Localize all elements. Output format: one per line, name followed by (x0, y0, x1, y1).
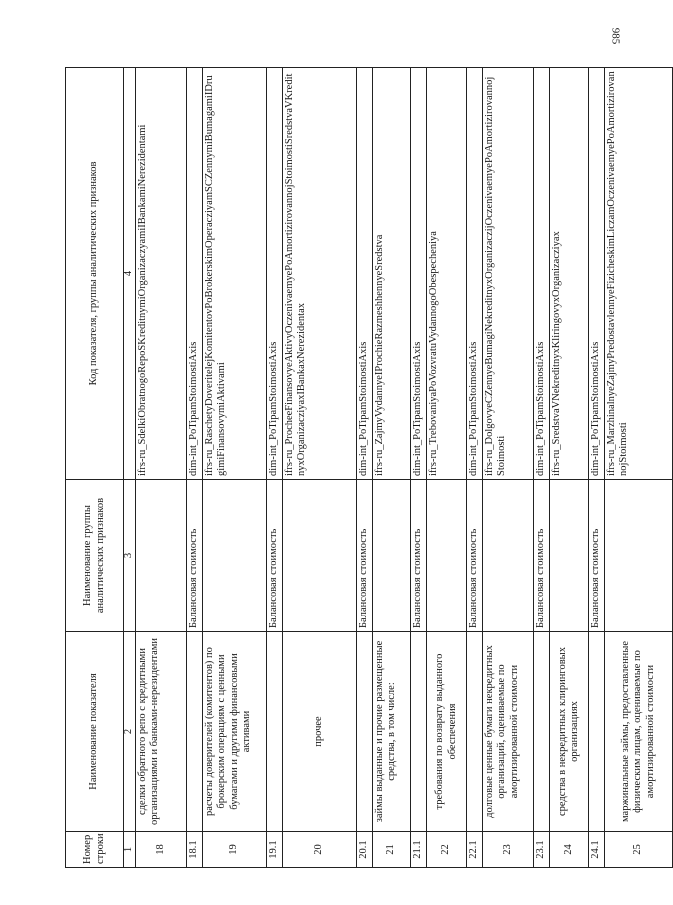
column-index: 4 (124, 68, 136, 480)
indicator-code-cell: ifrs-ru_DolgovyeCZennyeBumagiNekreditnyxOrganizaczijOczenivaemyePoAmortizirovannojStoimosti (483, 68, 534, 480)
header-row (66, 68, 124, 868)
group-name-cell (427, 480, 467, 632)
table-row (589, 68, 605, 868)
row-number-cell: 19 (203, 832, 267, 868)
row-number-cell: 25 (605, 832, 673, 868)
indicator-name-cell: требования по возврату выданного обеспечения (427, 632, 467, 832)
column-index: 1 (124, 832, 136, 868)
group-name-cell (136, 480, 187, 632)
group-name-cell (203, 480, 267, 632)
indicator-name-cell (267, 632, 283, 832)
row-number-cell: 22.1 (467, 832, 483, 868)
rotated-page-content (65, 68, 656, 868)
indicators-table (65, 67, 673, 868)
table-row (203, 68, 267, 868)
table-row (467, 68, 483, 868)
group-name-cell: Балансовая стоимость (534, 480, 550, 632)
table-row (357, 68, 373, 868)
table-body (136, 68, 673, 868)
table-row (283, 68, 357, 868)
row-number-cell: 18.1 (187, 832, 203, 868)
table-row (136, 68, 187, 868)
table-row (550, 68, 589, 868)
indicator-code-cell: dim-int_PoTipamStoimostiAxis (267, 68, 283, 480)
group-name-cell: Балансовая стоимость (357, 480, 373, 632)
indicator-name-cell (589, 632, 605, 832)
group-name-cell: Балансовая стоимость (467, 480, 483, 632)
indicator-name-cell (411, 632, 427, 832)
header-group-name: Наименование группы аналитических признаков (66, 480, 124, 632)
row-number-cell: 19.1 (267, 832, 283, 868)
indicator-code-cell: dim-int_PoTipamStoimostiAxis (411, 68, 427, 480)
header-indicator-code: Код показателя, группы аналитических признаков (66, 68, 124, 480)
indicator-name-cell (357, 632, 373, 832)
group-name-cell: Балансовая стоимость (187, 480, 203, 632)
column-index: 3 (124, 480, 136, 632)
indicator-code-cell: dim-int_PoTipamStoimostiAxis (357, 68, 373, 480)
table-row (411, 68, 427, 868)
group-name-cell (283, 480, 357, 632)
row-number-cell: 20.1 (357, 832, 373, 868)
header-indicator-name: Наименование показателя (66, 632, 124, 832)
indicator-name-cell: маржинальные займы, предоставленные физическим лицам, оцениваемые по амортизированной стоимости (605, 632, 673, 832)
indicator-code-cell: ifrs-ru_ProcheeFinansovyeAktivyOczenivaemyePoAmortizirovannojStoimostiSredstvaVKreditnyxOrganizacziyaxIBankaxNerezidentax (283, 68, 357, 480)
indicator-name-cell (467, 632, 483, 832)
row-number-cell: 23 (483, 832, 534, 868)
row-number-cell: 21.1 (411, 832, 427, 868)
table-row (373, 68, 411, 868)
indicator-name-cell: прочее (283, 632, 357, 832)
indicator-name-cell: средства в некредитных клиринговых организациях (550, 632, 589, 832)
table-row (427, 68, 467, 868)
indicator-name-cell: долговые ценные бумаги некредитных организаций, оцениваемые по амортизированной стоимости (483, 632, 534, 832)
row-number-cell: 18 (136, 832, 187, 868)
page-number-text: 985 (609, 27, 621, 45)
table-row (187, 68, 203, 868)
row-number-cell: 24.1 (589, 832, 605, 868)
indicator-code-cell: dim-int_PoTipamStoimostiAxis (589, 68, 605, 480)
indicator-name-cell: займы выданные и прочие размещенные средства, в том числе: (373, 632, 411, 832)
group-name-cell (483, 480, 534, 632)
indicator-code-cell: ifrs-ru_RaschetyDoveritelejKomitentovPoBrokerskimOperacziyamSCZennymiBumagamiIDrugimiFinansovymiAktivami (203, 68, 267, 480)
group-name-cell: Балансовая стоимость (411, 480, 427, 632)
indicator-code-cell: ifrs-ru_TrebovaniyaPoVozvratuVydannogoObespecheniya (427, 68, 467, 480)
table-header (66, 68, 136, 868)
row-number-cell: 20 (283, 832, 357, 868)
group-name-cell: Балансовая стоимость (589, 480, 605, 632)
row-number-cell: 22 (427, 832, 467, 868)
group-name-cell (373, 480, 411, 632)
indicator-code-cell: dim-int_PoTipamStoimostiAxis (187, 68, 203, 480)
indicator-name-cell: расчеты доверителей (комитентов) по брокерским операциям с ценными бумагами и другими финансовыми активами (203, 632, 267, 832)
column-index: 2 (124, 632, 136, 832)
indicator-name-cell (187, 632, 203, 832)
group-name-cell (605, 480, 673, 632)
indicator-code-cell: ifrs-ru_MarzhinalnyeZajmyPredostavlennyeFizicheskimLiczamOczenivaemyePoAmortizirovannojStoimosti (605, 68, 673, 480)
indicator-code-cell: dim-int_PoTipamStoimostiAxis (467, 68, 483, 480)
column-index-row (124, 68, 136, 868)
header-row-number: Номер строки (66, 832, 124, 868)
table-row (483, 68, 534, 868)
row-number-cell: 23.1 (534, 832, 550, 868)
indicator-code-cell: ifrs-ru_ZajmyVydannyeIProchieRazmeshhennyeSredstva (373, 68, 411, 480)
indicator-name-cell (534, 632, 550, 832)
group-name-cell: Балансовая стоимость (267, 480, 283, 632)
table-row (267, 68, 283, 868)
indicator-code-cell: dim-int_PoTipamStoimostiAxis (534, 68, 550, 480)
page-number (600, 22, 630, 50)
row-number-cell: 24 (550, 832, 589, 868)
indicator-name-cell: сделки обратного репо с кредитными организациями и банками-нерезидентами (136, 632, 187, 832)
group-name-cell (550, 480, 589, 632)
indicator-code-cell: ifrs-ru_SdelkiObratnogoRepoSKreditnymiOrganizaczyamiIBankamiNerezidentami (136, 68, 187, 480)
table-row (534, 68, 550, 868)
row-number-cell: 21 (373, 832, 411, 868)
indicator-code-cell: ifrs-ru_SredstvaVNekreditnyxKliringovyxOrganizacziyax (550, 68, 589, 480)
table-row (605, 68, 673, 868)
